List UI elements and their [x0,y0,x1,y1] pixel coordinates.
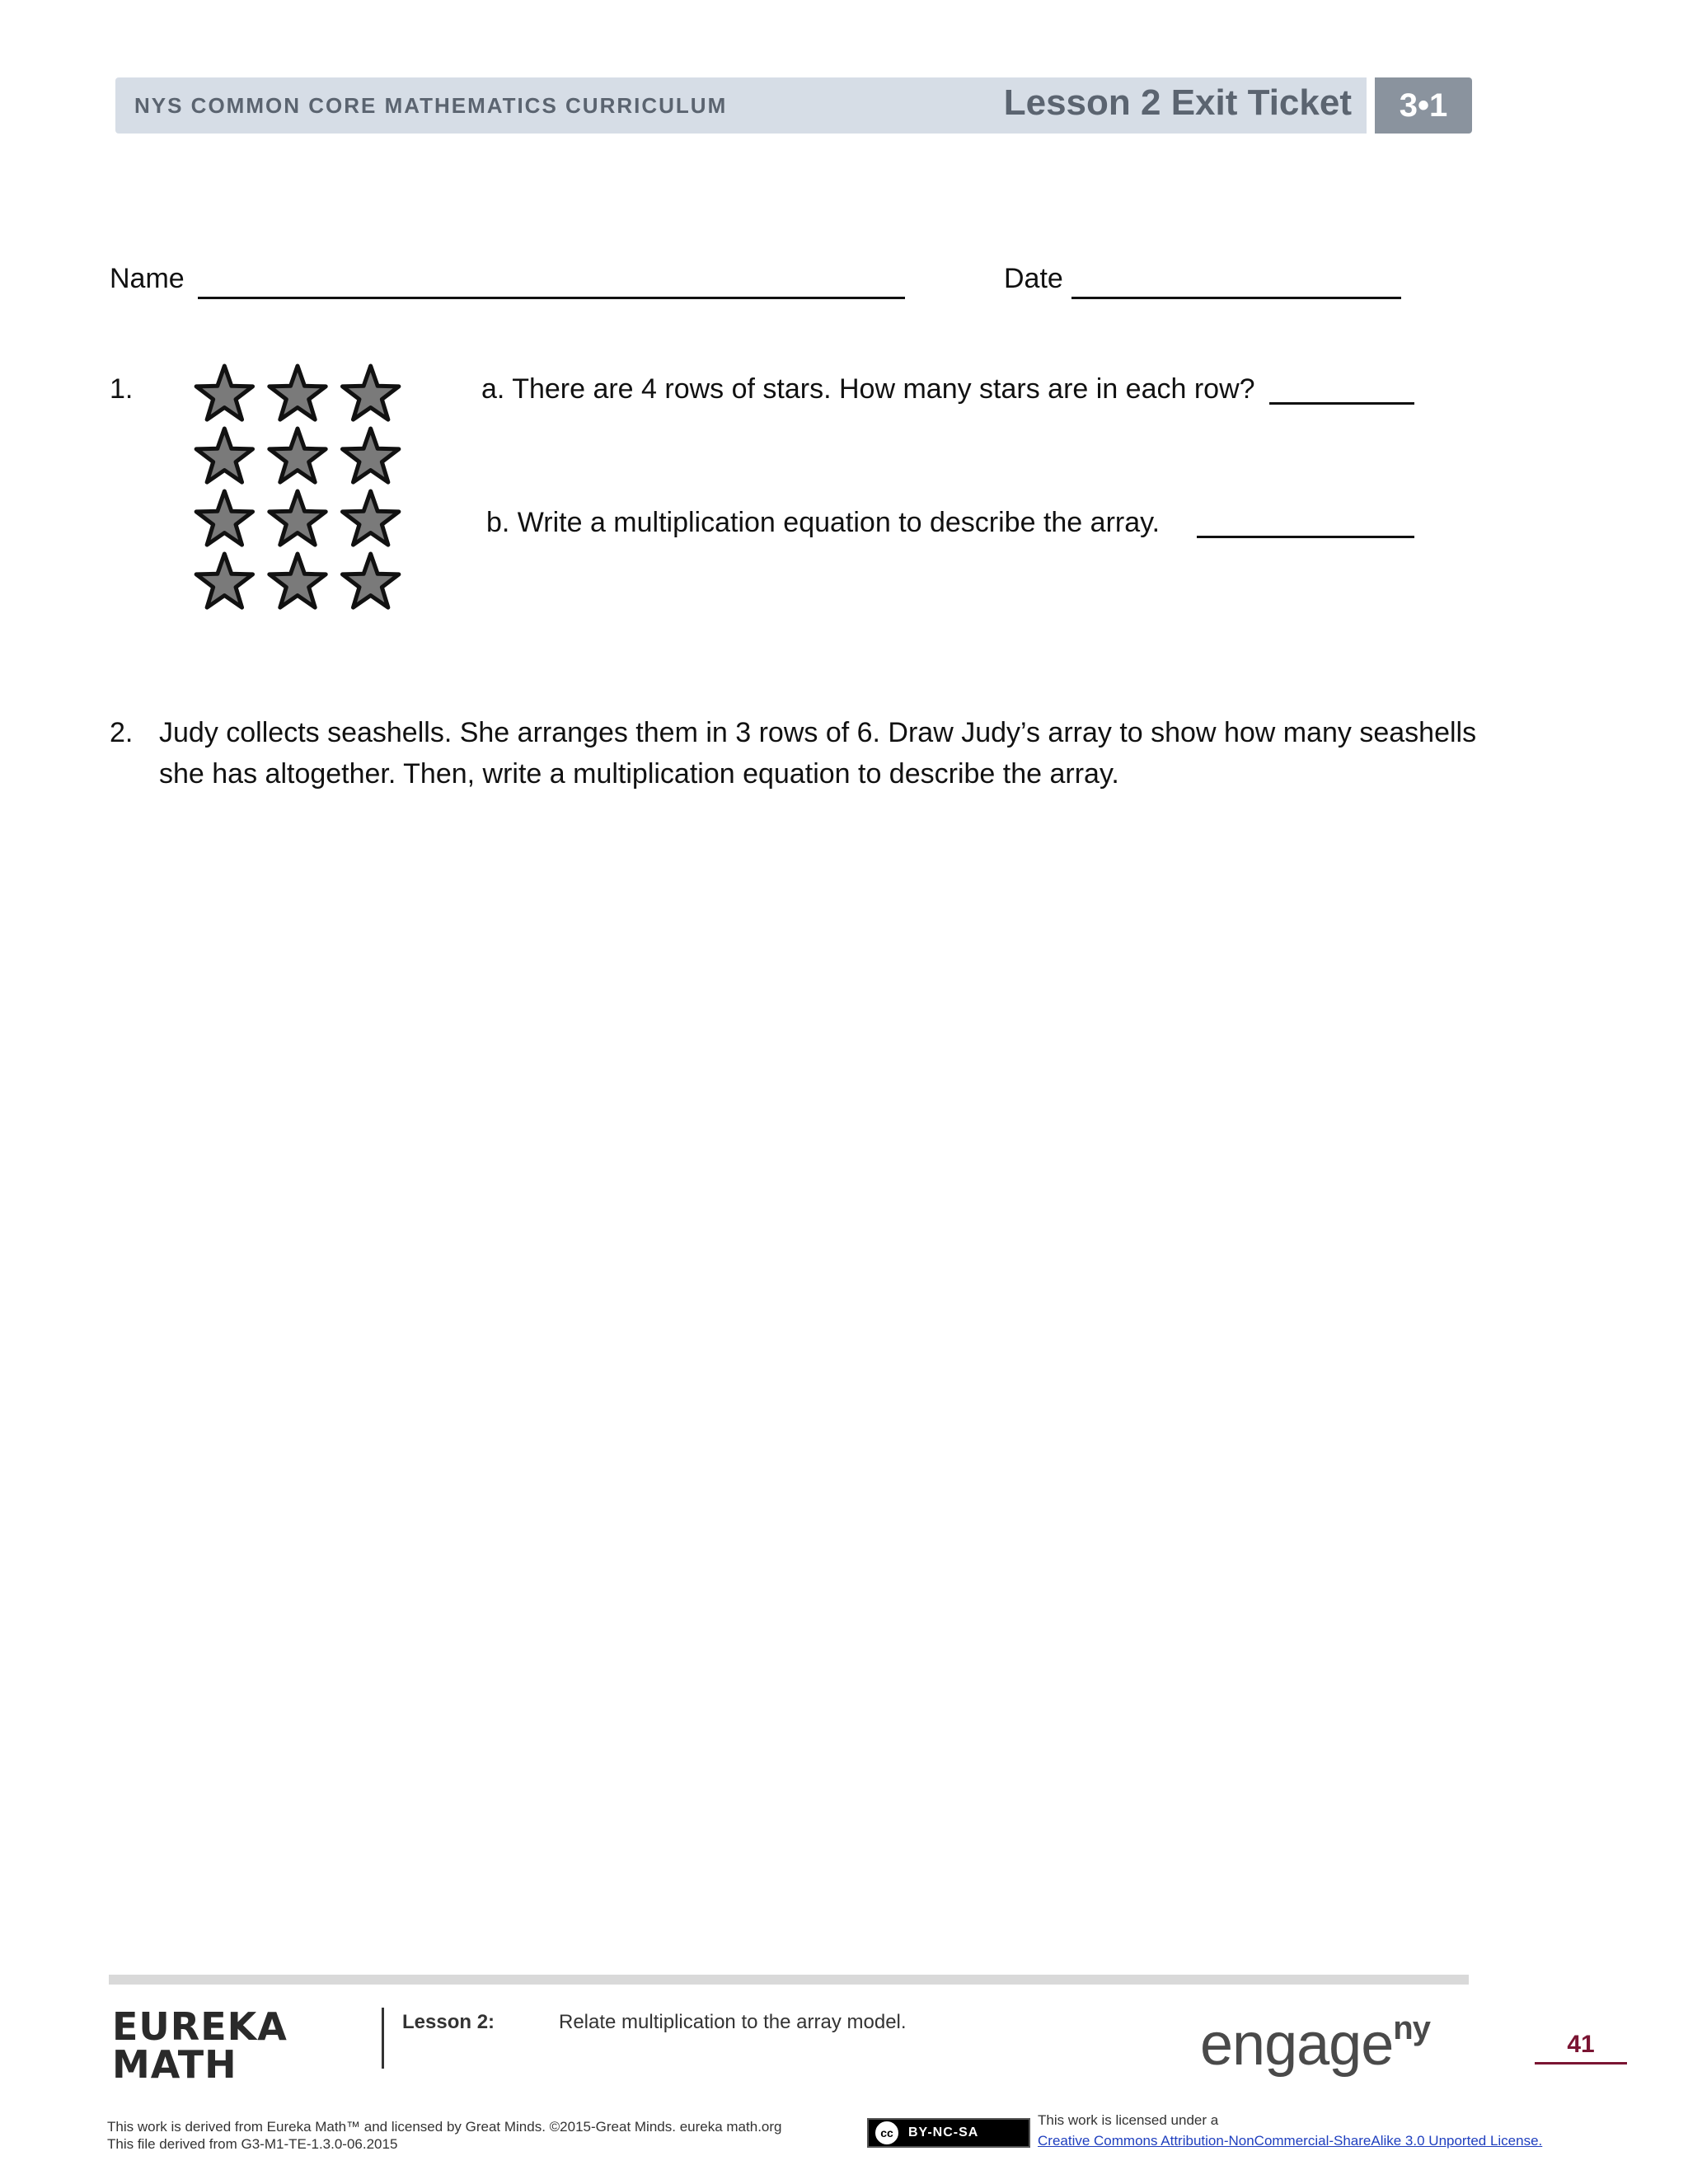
star-icon [270,366,326,419]
derived-notice [107,2118,781,2153]
problem-1a-answer-field[interactable] [1269,402,1414,405]
star-icon [342,429,398,482]
star-icon [342,554,398,607]
problem-2-number: 2. [110,717,134,748]
star-icon [196,366,252,419]
cc-license-badge[interactable] [867,2118,1030,2148]
page-number: 41 [1535,2031,1627,2064]
derived-line-1: This work is derived from Eureka Math™ and licensed by Great Minds. ©2015-Great Minds. eureka math.org [107,2119,782,2135]
license-notice [1038,2111,1542,2149]
star-icon [196,554,252,607]
problem-2-text-line1: Judy collects seashells. She arranges them in 3 rows of 6. Draw Judy’s array to show how many seashells [159,717,1477,748]
footer-rule [109,1975,1469,1985]
star-icon [196,429,252,482]
logo-line-1: EUREKA [112,2004,288,2049]
date-field[interactable] [1071,297,1401,299]
lesson-title: Lesson 2 Exit Ticket [1003,82,1352,123]
curriculum-title: NYS COMMON CORE MATHEMATICS CURRICULUM [134,93,728,118]
engage-text: engage [1200,2012,1394,2078]
engageny-logo [1200,2011,1430,2079]
problem-1b-answer-field[interactable] [1197,536,1414,538]
name-label: Name [110,263,185,294]
license-line-1: This work is licensed under a [1038,2112,1219,2128]
star-array [188,363,407,613]
footer-lesson-description: Relate multiplication to the array model. [559,2011,907,2033]
problem-1a-text: a. There are 4 rows of stars. How many stars are in each row? [481,373,1255,405]
engage-sup: ny [1393,2010,1430,2046]
cc-badge-label: BY-NC-SA [908,2125,979,2139]
eureka-math-logo [112,2004,288,2087]
problem-1b-text: b. Write a multiplication equation to describe the array. [486,507,1160,538]
star-icon [270,491,326,545]
license-link[interactable]: Creative Commons Attribution-NonCommercial-ShareAlike 3.0 Unported License. [1038,2133,1543,2149]
star-icon [270,554,326,607]
star-icon [342,491,398,545]
cc-icon: cc [874,2120,900,2146]
grade-module-badge: 3•1 [1375,77,1472,134]
star-icon [342,366,398,419]
logo-line-2: MATH [112,2042,237,2087]
footer-lesson-label: Lesson 2: [402,2011,495,2033]
star-icon [270,429,326,482]
problem-1-number: 1. [110,373,134,405]
derived-line-2: This file derived from G3-M1-TE-1.3.0-06.2015 [107,2136,398,2152]
problem-2-text-line2: she has altogether. Then, write a multiplication equation to describe the array. [159,758,1119,790]
name-field[interactable] [198,297,905,299]
date-label: Date [1004,263,1063,294]
star-icon [196,491,252,545]
footer-divider [382,2008,384,2069]
